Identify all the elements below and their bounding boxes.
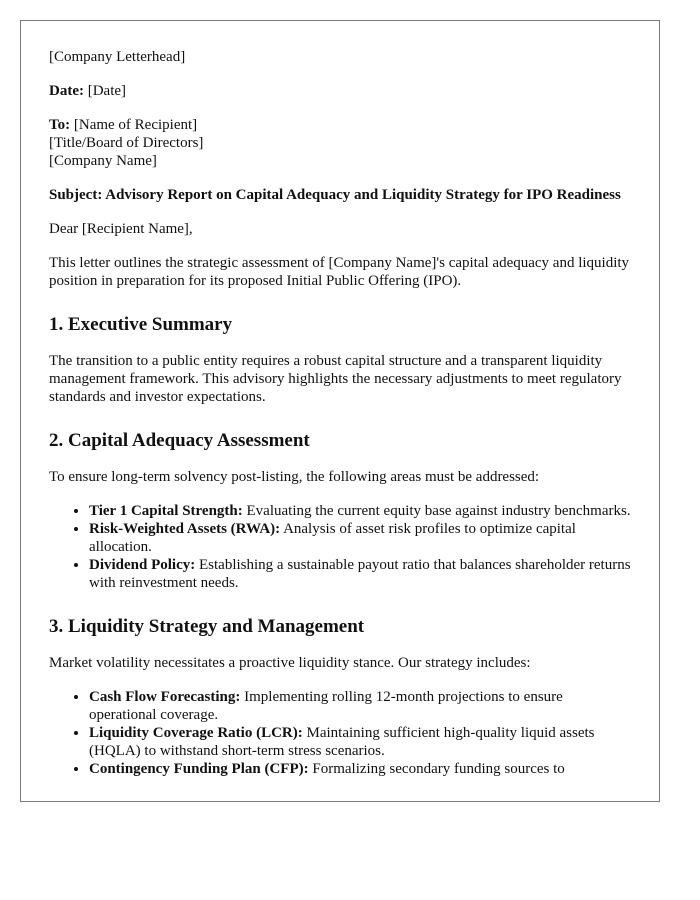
liquidity-strategy-paragraph: Market volatility necessitates a proactive liquidity stance. Our strategy includes:: [49, 655, 531, 671]
list-item: [89, 520, 631, 556]
to-label: To:: [49, 117, 71, 133]
list-item-text: Evaluating the current equity base against industry benchmarks.: [242, 503, 631, 519]
letter-page: [20, 20, 660, 802]
section-heading-capital-adequacy: 2. Capital Adequacy Assessment: [49, 430, 310, 451]
list-item-text: Formalizing secondary funding sources to: [308, 761, 565, 777]
subject-line: [49, 186, 631, 204]
list-item-text: Analysis of asset risk profiles to optimize capital allocation.: [89, 521, 576, 555]
recipient-company: [Company Name]: [49, 153, 157, 169]
capital-adequacy-paragraph: To ensure long-term solvency post-listing, the following areas must be addressed:: [49, 469, 540, 485]
letterhead: [Company Letterhead]: [49, 49, 186, 65]
list-item: [89, 502, 631, 520]
list-item-term: Cash Flow Forecasting:: [89, 689, 241, 705]
list-item-term: Liquidity Coverage Ratio (LCR):: [89, 725, 303, 741]
recipient-title: [Title/Board of Directors]: [49, 135, 204, 151]
subject-text: Subject: Advisory Report on Capital Adequacy and Liquidity Strategy for IPO Readiness: [49, 187, 621, 203]
list-item-term: Tier 1 Capital Strength:: [89, 503, 243, 519]
date-label: Date:: [49, 83, 84, 99]
date-value: [Date]: [83, 83, 127, 99]
intro-paragraph: This letter outlines the strategic assessment of [Company Name]'s capital adequacy and liquidity position in preparation for its proposed Initial Public Offering (IPO).: [49, 255, 630, 289]
list-item: [89, 688, 631, 724]
recipient-name: [Name of Recipient]: [70, 117, 198, 133]
list-item-term: Contingency Funding Plan (CFP):: [89, 761, 309, 777]
letter-content: [21, 21, 659, 778]
capital-adequacy-list: [49, 502, 631, 592]
recipient-block: [49, 116, 631, 170]
list-item-term: Dividend Policy:: [89, 557, 196, 573]
list-item: [89, 760, 631, 778]
list-item-text: Maintaining sufficient high-quality liquid assets (HQLA) to withstand short-term stress scenarios.: [89, 725, 595, 759]
liquidity-strategy-list: [49, 688, 631, 778]
list-item-term: Risk-Weighted Assets (RWA):: [89, 521, 281, 537]
executive-summary-paragraph: The transition to a public entity requires a robust capital structure and a transparent liquidity management framework. This advisory highlights the necessary adjustments to meet regulatory standards and investor expectations.: [49, 353, 622, 405]
section-heading-executive-summary: 1. Executive Summary: [49, 314, 233, 335]
salutation: Dear [Recipient Name],: [49, 221, 193, 237]
list-item-text: Implementing rolling 12-month projections to ensure operational coverage.: [89, 689, 563, 723]
date-line: [49, 82, 631, 100]
list-item-text: Establishing a sustainable payout ratio that balances shareholder returns with reinvestment needs.: [89, 557, 631, 591]
list-item: [89, 724, 631, 760]
section-heading-liquidity-strategy: 3. Liquidity Strategy and Management: [49, 616, 365, 637]
list-item: [89, 556, 631, 592]
